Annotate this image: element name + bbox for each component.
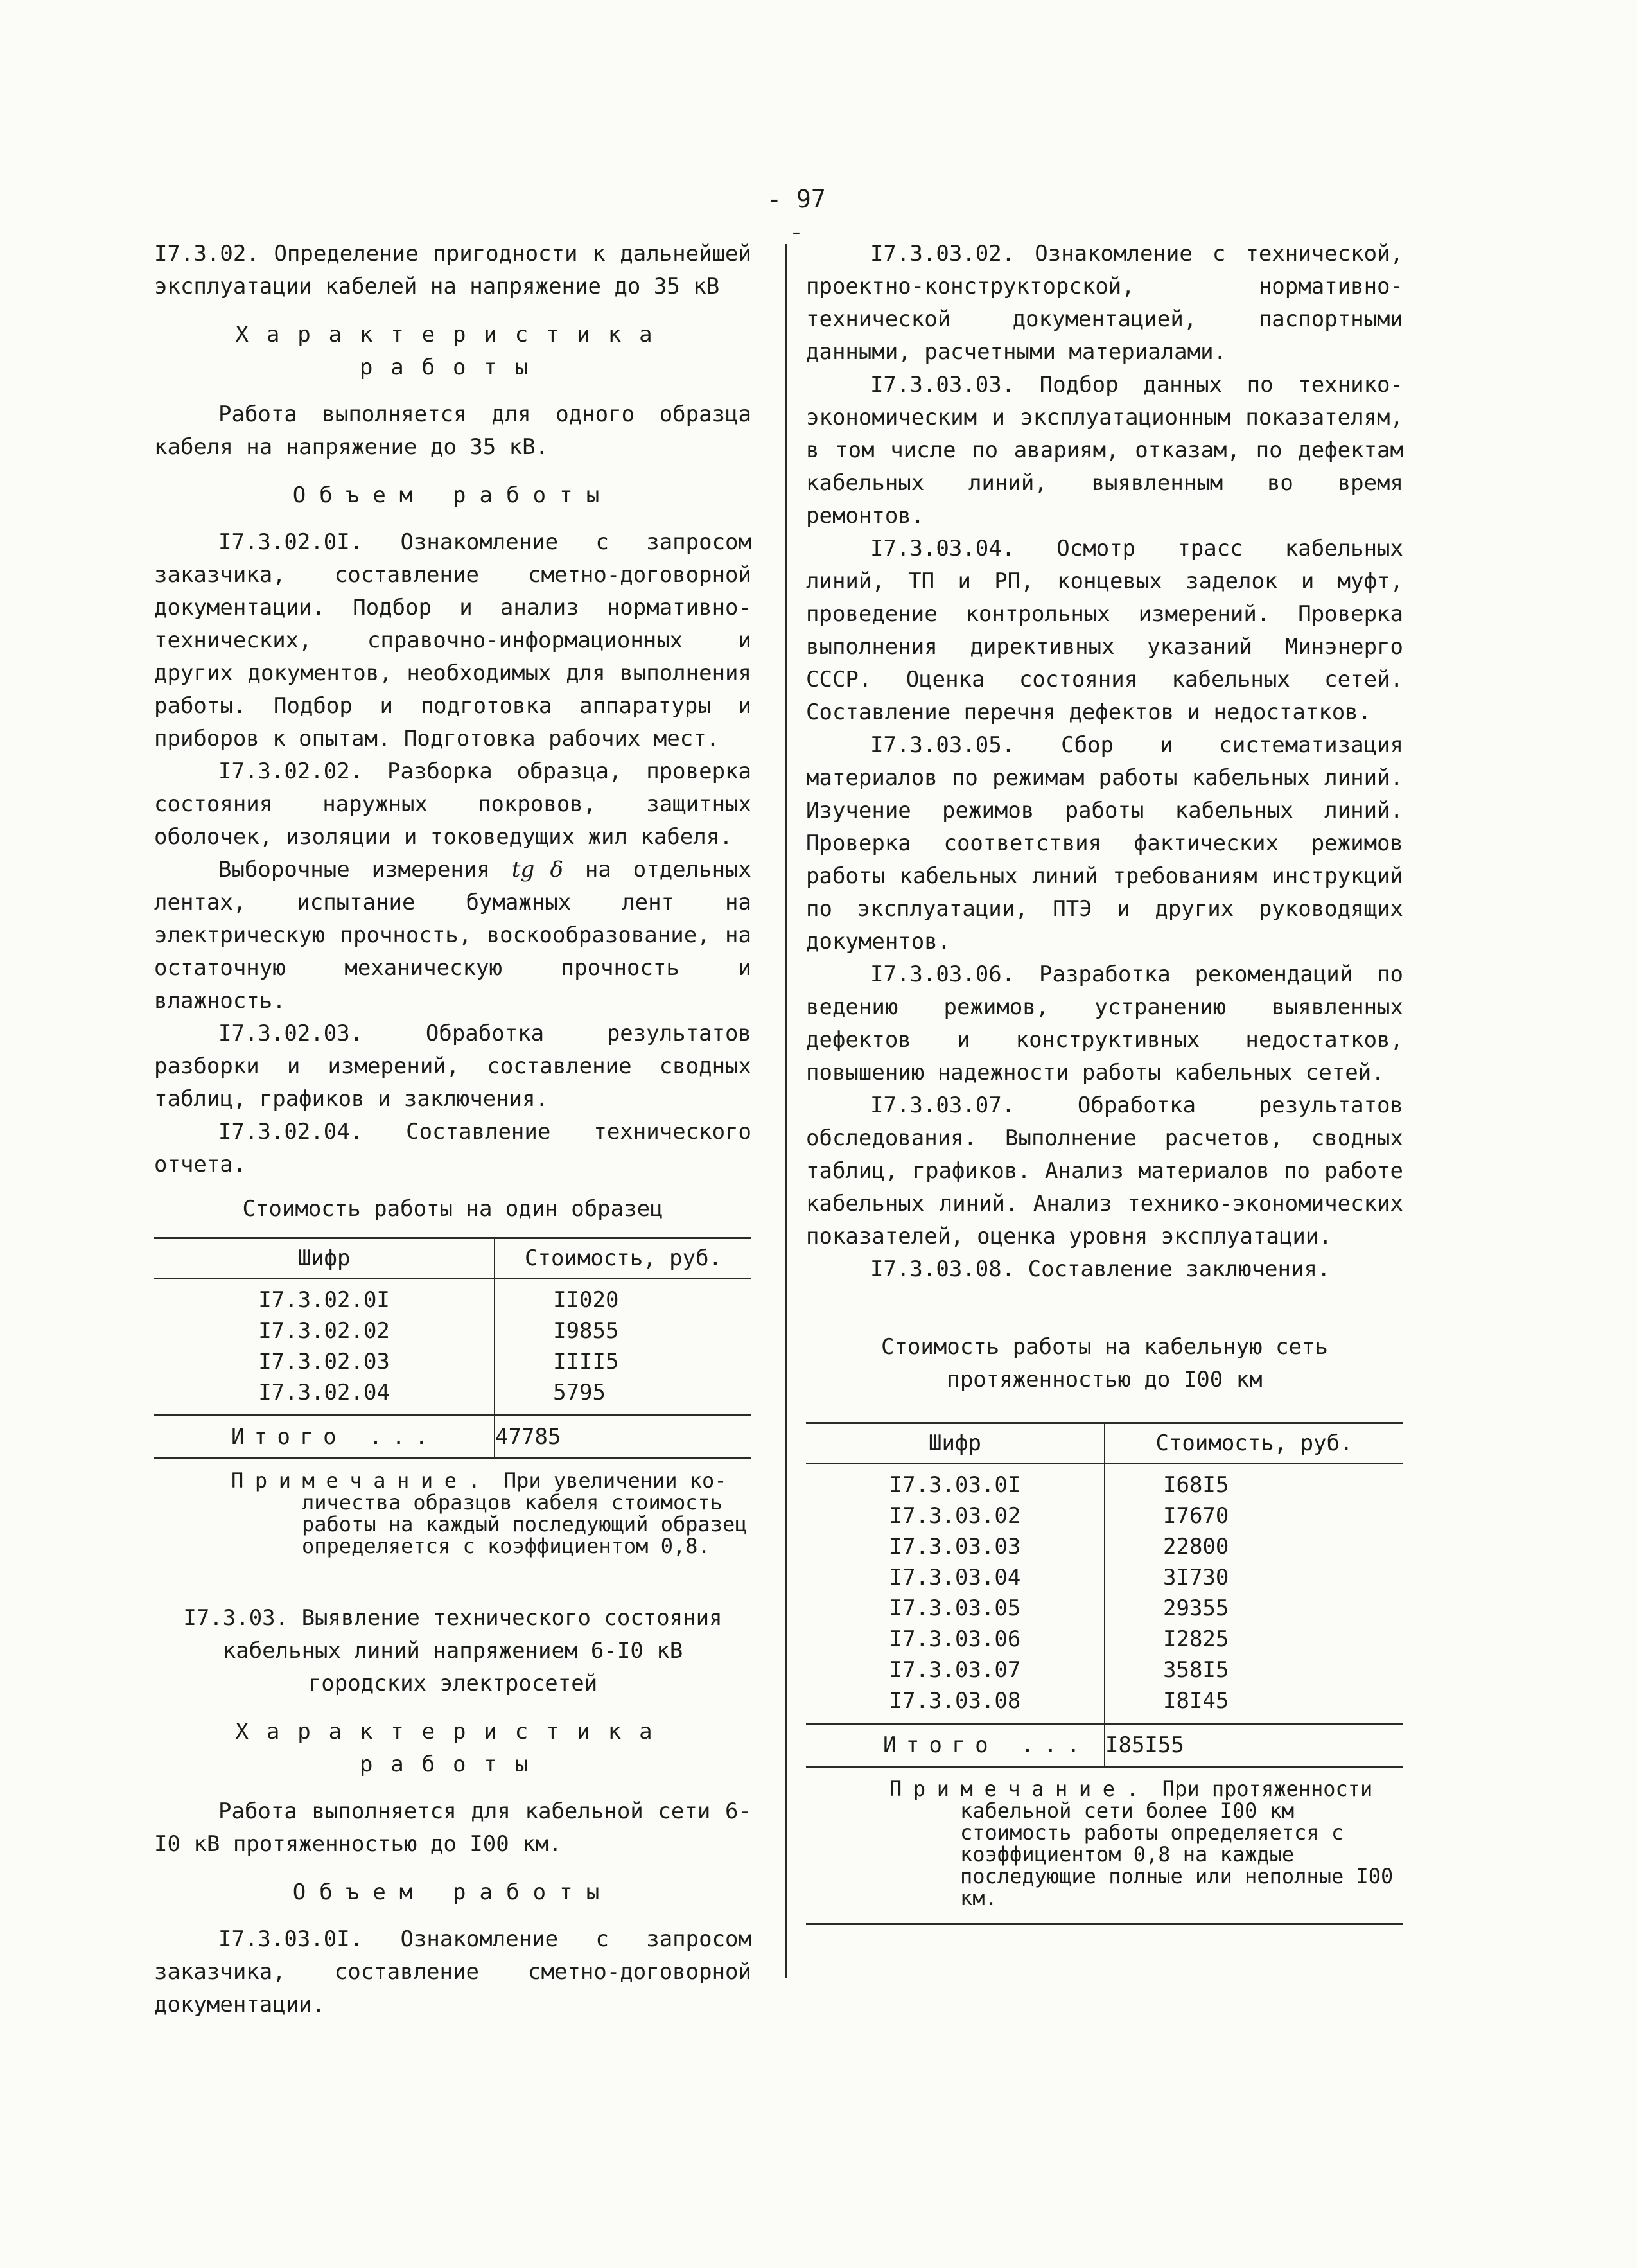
scope-item-17-3-03-05: I7.3.03.05. Сбор и систематизация материалов по режимам работы кабельных линий. Изучение режимов работы кабельных линий. Проверка соответствия фактических режимов работы кабельных линий требованиям инструкций по эксплуатации, ПТЭ и других руководящих документов. [806,732,1403,954]
measurement-text-a: Выборочные измерения [218,857,490,883]
cell-code: I7.3.02.03 [154,1346,495,1377]
cell-cost: IIII5 [553,1349,619,1375]
column-header-cost: Стоимость, руб. [525,1245,722,1271]
cell-cost: I8I45 [1163,1688,1229,1714]
section-title-17-3-02: I7.3.02. Определение пригодности к дальнейшей эксплуатации кабелей на напряжение до 35 кВ [154,241,751,299]
total-value: I85I55 [1105,1732,1184,1758]
cell-code: I7.3.02.02 [154,1315,495,1346]
table-row [806,1464,1403,1501]
cell-cost: 29355 [1163,1596,1229,1621]
note-text-first: При увеличении ко- [503,1468,727,1493]
scope-heading: Объем работы [292,482,613,508]
cost-table-2 [806,1422,1403,1768]
section-title-17-3-03-line1: I7.3.03. Выявление технического состояния [183,1605,722,1631]
table-row [806,1562,1403,1593]
table-2-note [806,1778,1403,1909]
bottom-rule [806,1923,1403,1925]
note-text-rest: кабельной сети более I00 км стоимость работы определяется с коэффициентом 0,8 на каждые последующие полные или неполные I00 км. [960,1798,1394,1910]
note-text-first: При протяженности [1162,1777,1373,1801]
cell-cost: 22800 [1163,1534,1229,1560]
cell-cost: 358I5 [1163,1657,1229,1683]
measurement-paragraph [154,854,751,1017]
characteristic-heading: Характеристика работы [235,322,670,380]
section-title-17-3-03-line3: городских электросетей [308,1671,598,1696]
cell-cost: 3I730 [1163,1565,1229,1590]
table-row [806,1500,1403,1531]
note-label: Примечание. [889,1777,1150,1801]
scope-item-17-3-02-02: I7.3.02.02. Разборка образца, проверка состояния наружных покровов, защитных оболочек, изоляции и токоведущих жил кабеля. [154,759,751,850]
scope-item-17-3-03-01: I7.3.03.0I. Ознакомление с запросом заказчика, составление сметно-договорной документации. [154,1926,751,2017]
table-row [154,1377,751,1416]
characteristic-heading-2: Характеристика работы [235,1719,670,1777]
cell-code: I7.3.03.05 [806,1593,1105,1624]
cell-code: I7.3.03.03 [806,1531,1105,1562]
cell-code: I7.3.03.08 [806,1685,1105,1724]
table-row [154,1279,751,1316]
scope-item-17-3-03-06: I7.3.03.06. Разработка рекомендаций по ведению режимов, устранению выявленных дефектов и конструктивных недостатков, повышению надежности работы кабельных сетей. [806,962,1403,1086]
cell-code: I7.3.03.06 [806,1624,1105,1655]
scope-heading-2: Объем работы [292,1879,613,1905]
scope-item-17-3-02-03: I7.3.02.03. Обработка результатов разборки и измерений, составление сводных таблиц, графиков и заключения. [154,1021,751,1112]
table-2-caption-line2: протяженностью до I00 км [947,1367,1263,1393]
characteristic-text-2: Работа выполняется для кабельной сети 6-I0 кВ протяженностью до I00 км. [154,1798,751,1857]
cell-cost: I7670 [1163,1503,1229,1529]
cell-code: I7.3.03.0I [806,1464,1105,1501]
cell-code: I7.3.02.04 [154,1377,495,1416]
total-label: Итого ... [154,1416,495,1459]
scope-item-17-3-02-04: I7.3.02.04. Составление технического отчета. [154,1119,751,1177]
scope-item-17-3-02-01: I7.3.02.0I. Ознакомление с запросом заказчика, составление сметно-договорной документации. Подбор и анализ нормативно-технических, справочно-информационных и других документов, необходимых для выполнения работы. Подбор и подготовка аппаратуры и приборов к опытам. Подготовка рабочих мест. [154,529,751,752]
cell-code: I7.3.02.0I [154,1279,495,1316]
left-column [154,238,751,2021]
total-value: 47785 [495,1424,561,1450]
table-row [806,1685,1403,1724]
table-row [806,1655,1403,1685]
table-1-caption: Стоимость работы на один образец [242,1196,663,1222]
table-row [154,1315,751,1346]
table-row [806,1624,1403,1655]
note-text-rest: личества образцов кабеля стоимость работы на каждый последующий образец определяется с коэффициентом 0,8. [302,1490,748,1558]
column-header-code: Шифр [154,1238,495,1279]
page-number: - 97 - [767,185,826,246]
scope-item-17-3-03-04: I7.3.03.04. Осмотр трасс кабельных линий, ТП и РП, концевых заделок и муфт, проведение контрольных измерений. Проверка выполнения директивных указаний Минэнерго СССР. Оценка состояния кабельных сетей. Составление перечня дефектов и недостатков. [806,536,1403,725]
cell-code: I7.3.03.07 [806,1655,1105,1685]
column-divider [785,244,787,1978]
section-title-17-3-03-line2: кабельных линий напряжением 6-I0 кВ [222,1638,683,1664]
cell-cost: I68I5 [1163,1472,1229,1498]
scope-item-17-3-03-08: I7.3.03.08. Составление заключения. [870,1256,1331,1282]
scope-item-17-3-03-02: I7.3.03.02. Ознакомление с технической, проектно-конструкторской, нормативно-технической документацией, паспортными данными, расчетными материалами. [806,241,1403,365]
tan-delta-symbol: tg δ [511,857,563,883]
cost-table-1 [154,1237,751,1459]
table-row [806,1531,1403,1562]
table-1-note [154,1470,751,1557]
characteristic-text: Работа выполняется для одного образца кабеля на напряжение до 35 кВ. [154,401,751,460]
cell-cost: II020 [553,1287,619,1313]
cell-cost: 5795 [553,1380,606,1405]
note-label: Примечание. [231,1468,492,1493]
scope-item-17-3-03-03: I7.3.03.03. Подбор данных по технико-экономическим и эксплуатационным показателям, в том числе по авариям, отказам, по дефектам кабельных линий, выявленным во время ремонтов. [806,372,1403,529]
column-header-code: Шифр [806,1423,1105,1464]
column-header-cost: Стоимость, руб. [1155,1430,1353,1456]
cell-cost: I2825 [1163,1626,1229,1652]
table-row [806,1593,1403,1624]
scope-item-17-3-03-07: I7.3.03.07. Обработка результатов обследования. Выполнение расчетов, сводных таблиц, графиков. Анализ материалов по работе кабельных линий. Анализ технико-экономических показателей, оценка уровня эксплуатации. [806,1093,1403,1249]
table-row [154,1346,751,1377]
cell-code: I7.3.03.04 [806,1562,1105,1593]
cell-code: I7.3.03.02 [806,1500,1105,1531]
table-2-caption-line1: Стоимость работы на кабельную сеть [881,1334,1328,1360]
cell-cost: I9855 [553,1318,619,1344]
right-column [806,238,1403,1925]
total-row [154,1416,751,1459]
measurement-text-b: на отдельных лентах, испытание бумажных лент на электрическую прочность, воскообразование, на остаточную механическую прочность и влажность. [154,857,751,1014]
total-label: Итого ... [806,1724,1105,1767]
total-row [806,1724,1403,1767]
